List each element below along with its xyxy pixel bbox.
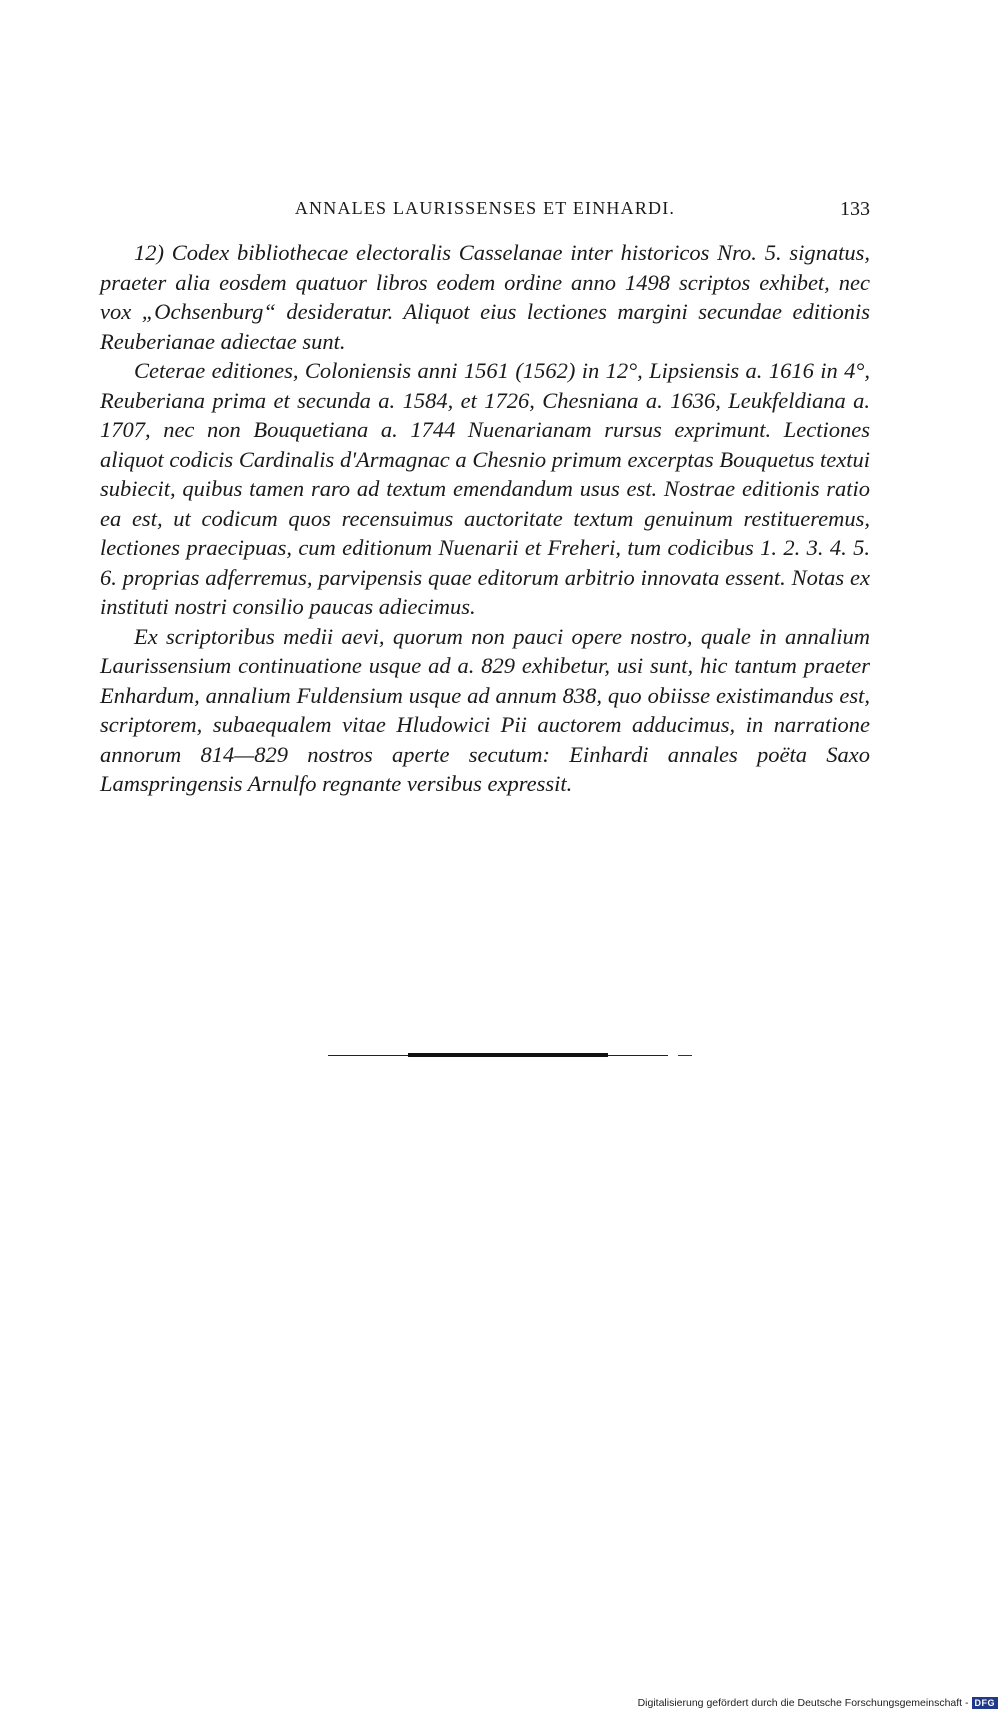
running-title: ANNALES LAURISSENSES ET EINHARDI. xyxy=(294,198,676,218)
rule-thick-center xyxy=(408,1053,608,1057)
credit-text: Digitalisierung gefördert durch die Deutsche Forschungsgemeinschaft - xyxy=(637,1697,969,1709)
rule-dash xyxy=(678,1055,692,1056)
digitization-credit xyxy=(638,1696,998,1710)
running-head xyxy=(100,198,870,224)
paragraph-codex-12: 12) Codex bibliothecae electoralis Casselanae inter historicos Nro. 5. signatus, praeter alia eosdem quatuor libros eodem ordine anno 1498 scriptos exhibet, nec vox „Ochsenburg“ desideratur. Aliquot eius lectiones margini secundae editionis Reuberianae adiectae sunt. xyxy=(100,240,870,354)
rule-thin-left xyxy=(328,1055,408,1056)
body-text xyxy=(100,238,870,799)
paragraph-ceterae-editiones: Ceterae editiones, Coloniensis anni 1561 (1562) in 12°, Lipsiensis a. 1616 in 4°, Reuberiana prima et secunda a. 1584, et 1726, Chesniana a. 1636, Leukfeldiana a. 1707, nec non Bouquetiana a. 1744 Nuenarianam rursus exprimunt. Lectiones aliquot codicis Cardinalis d'Armagnac a Chesnio primum excerptas Bouquetus textui subiecit, quibus tamen raro ad textum emendandum usus est. Nostrae editionis ratio ea est, ut codicum quos recensuimus auctoritate textum genuinum restitueremus, lectiones praecipuas, cum editionum Nuenarii et Freheri, tum codicibus 1. 2. 3. 4. 5. 6. proprias adferremus, parvipensis quae editorum arbitrio innovata essent. Notas ex instituti nostri consilio paucas adiecimus. xyxy=(100,358,870,619)
paragraph-ex-scriptoribus: Ex scriptoribus medii aevi, quorum non pauci opere nostro, quale in annalium Laurissensium continuatione usque ad a. 829 exhibetur, usi sunt, hic tantum praeter Enhardum, annalium Fuldensium usque ad annum 838, quo obiisse existimandus est, scriptorem, subaequalem vitae Hludowici Pii auctorem adducimus, in narratione annorum 814—829 nostros aperte secutum: Einhardi annales poëta Saxo Lamspringensis Arnulfo regnante versibus expressit. xyxy=(100,623,870,796)
page-number: 133 xyxy=(840,198,870,220)
section-end-rule xyxy=(328,1052,698,1060)
rule-thin-right xyxy=(608,1055,668,1056)
dfg-logo-icon: DFG xyxy=(972,1697,999,1709)
